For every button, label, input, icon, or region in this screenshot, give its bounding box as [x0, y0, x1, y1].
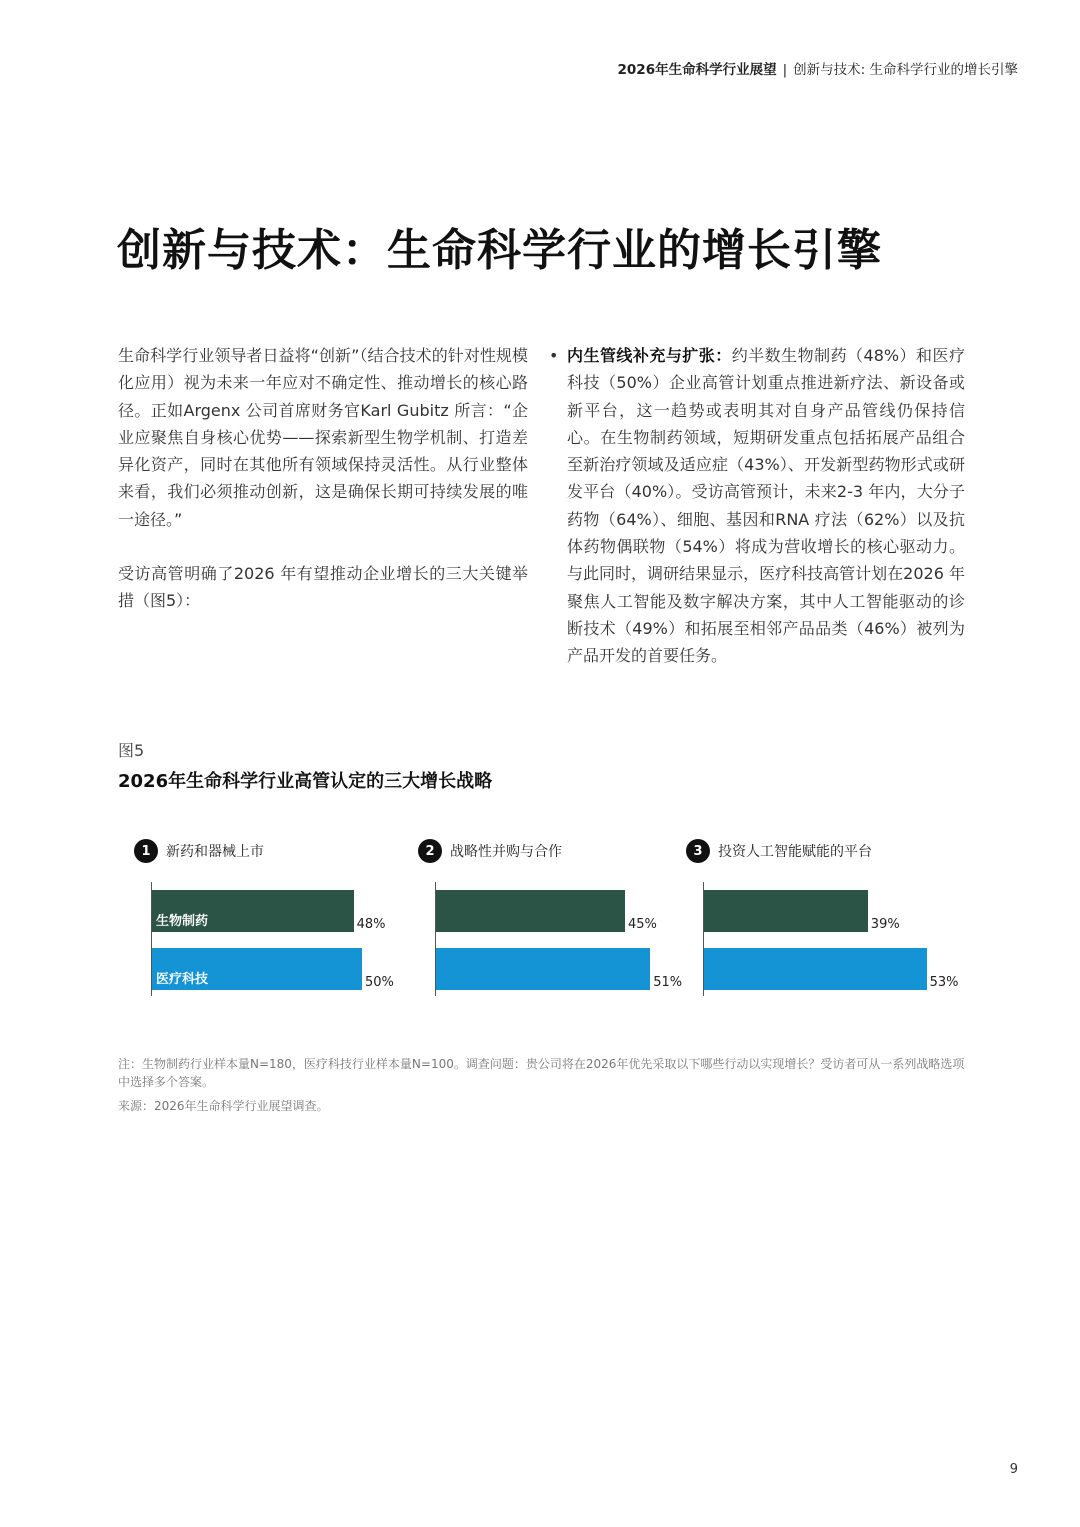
strategy-label: 新药和器械上市	[166, 844, 264, 860]
bullet-text: 约半数生物制药（48%）和医疗科技（50%）企业高管计划重点推进新疗法、新设备或新平台，这一趋势或表明其对自身产品管线仍保持信心。在生物制药领域，短期研发重点包括拓展产品组合至新治疗领域及适应症（43%）、开发新型药物形式或研发平台（40%）。受访高管预计，未来2-3 年内，大分子药物（64%）、细胞、基因和RNA 疗法（62%）以及抗体药物偶联物（54%）将成为营收增长的核心驱动力。与此同时，调研结果显示，医疗科技高管计划在2026 年聚焦人工智能及数字解决方案，其中人工智能驱动的诊断技术（49%）和拓展至相邻产品品类（46%）被列为产品开发的首要任务。	[567, 346, 965, 666]
value-label-medtech: 50%	[365, 975, 394, 990]
value-label-medtech: 51%	[653, 975, 683, 990]
series-label-medtech: 医疗科技	[156, 972, 209, 987]
series-label-biopharma: 生物制药	[156, 914, 209, 929]
page-title: 创新与技术：生命科学行业的增长引擎	[117, 225, 882, 276]
number-badge: 3	[686, 839, 710, 863]
left-column	[118, 342, 528, 615]
bar-medtech	[704, 948, 927, 990]
running-header	[618, 58, 1018, 78]
report-title: 2026年生命科学行业展望	[617, 62, 777, 78]
value-label-biopharma: 45%	[628, 917, 657, 932]
chart-panel-2	[418, 838, 688, 998]
panel-header	[686, 838, 872, 864]
lead-in-paragraph: 受访高管明确了2026 年有望推动企业增长的三大关键举措（图5）：	[118, 564, 528, 611]
bullet-lead: 内生管线补充与扩张：	[567, 346, 732, 365]
intro-paragraph: 生命科学行业领导者日益将“创新”（结合技术的针对性规模化应用）视为未来一年应对不确定性、推动增长的核心路径。正如Argenx 公司首席财务官Karl Gubitz 所言：“企业应聚焦自身核心优势——探索新型生物学机制、打造差异化资产，同时在其他所有领域保持灵活性。从行业整体来看，我们必须推动创新，这是确保长期可持续发展的唯一途径。”	[118, 346, 528, 529]
number-badge: 1	[134, 839, 158, 863]
bar-biopharma	[152, 890, 354, 932]
bar-biopharma	[436, 890, 625, 932]
figure-label: 图5	[118, 741, 145, 760]
bar-medtech	[152, 948, 362, 990]
page-number: 9	[1009, 1462, 1018, 1477]
value-label-medtech: 53%	[929, 975, 959, 990]
section-title: 创新与技术: 生命科学行业的增长引擎	[793, 62, 1018, 78]
strategy-label: 投资人工智能赋能的平台	[718, 844, 872, 860]
chart-note: 注：生物制药行业样本量N=180，医疗科技行业样本量N=100。调查问题：贵公司将在2026年优先采取以下哪些行动以实现增长？受访者可从一系列战略选项中选择多个答案。	[118, 1057, 965, 1089]
panel-header	[418, 838, 562, 864]
right-column	[549, 342, 965, 670]
bullet-item	[567, 342, 965, 670]
number-badge: 2	[418, 839, 442, 863]
header-separator: |	[782, 62, 788, 78]
panel-header	[134, 838, 264, 864]
chart-source: 来源：2026年生命科学行业展望调查。	[118, 1099, 329, 1113]
value-label-biopharma: 48%	[356, 917, 386, 932]
strategy-label: 战略性并购与合作	[450, 844, 562, 860]
bar-biopharma	[704, 890, 868, 932]
figure-title: 2026年生命科学行业高管认定的三大增长战略	[118, 771, 493, 792]
chart-panel-1	[134, 838, 404, 998]
chart-panel-3	[686, 838, 959, 998]
value-label-biopharma: 39%	[870, 917, 900, 932]
bar-medtech	[436, 948, 650, 990]
bullet-marker: •	[549, 346, 559, 365]
